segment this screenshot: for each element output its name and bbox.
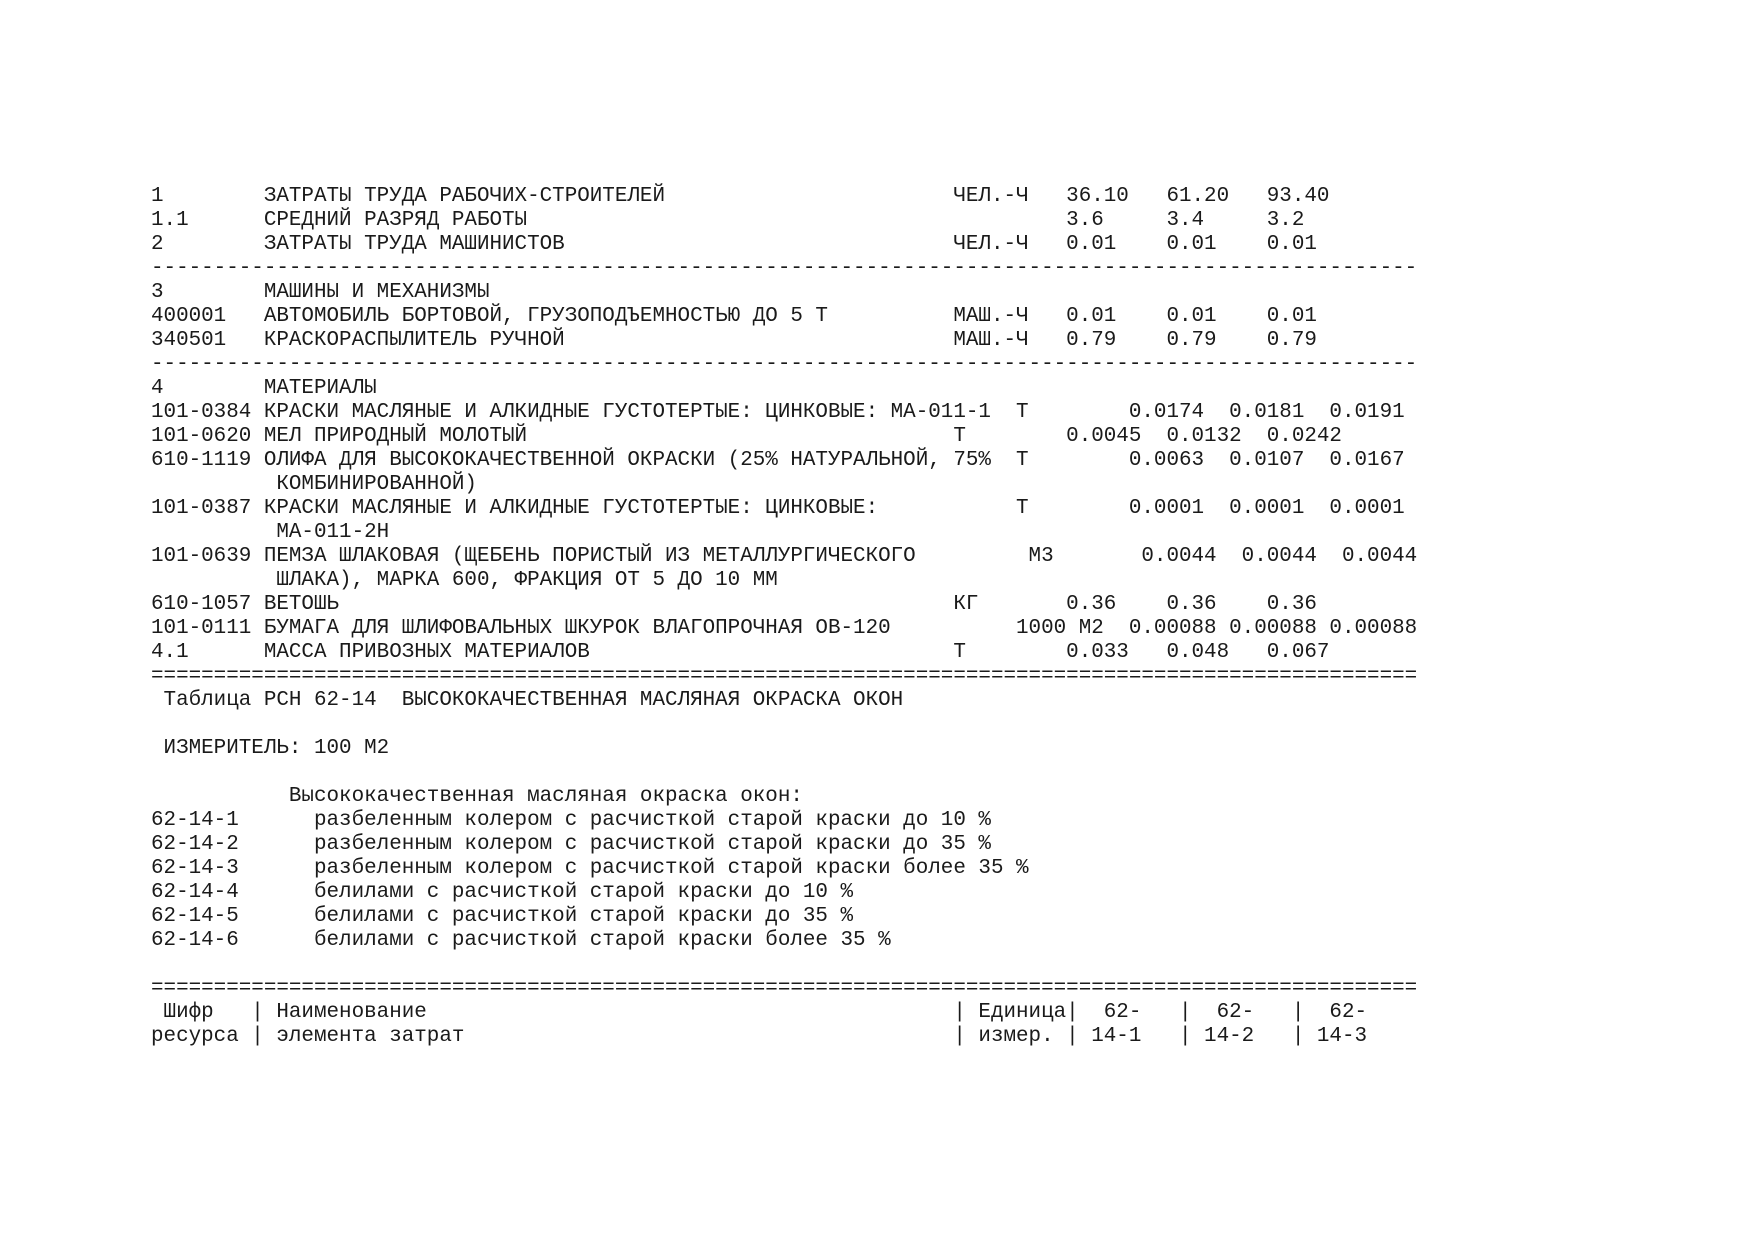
- row-material-610-1057: 610-1057 ВЕТОШЬ КГ 0.36 0.36 0.36: [151, 593, 1317, 616]
- table-title: Таблица РСН 62-14 ВЫСОКОКАЧЕСТВЕННАЯ МАСЛЯНАЯ ОКРАСКА ОКОН: [151, 689, 904, 712]
- row-material-101-0620: 101-0620 МЕЛ ПРИРОДНЫЙ МОЛОТЫЙ Т 0.0045 0.0132 0.0242: [151, 425, 1342, 448]
- row-material-101-0639-cont: ШЛАКА), МАРКА 600, ФРАКЦИЯ ОТ 5 ДО 10 ММ: [151, 569, 778, 592]
- row-material-101-0387: 101-0387 КРАСКИ МАСЛЯНЫЕ И АЛКИДНЫЕ ГУСТОТЕРТЫЕ: ЦИНКОВЫЕ: Т 0.0001 0.0001 0.0001: [151, 497, 1405, 520]
- divider-double: =====================================================================================================: [151, 665, 1418, 688]
- row-material-610-1119: 610-1119 ОЛИФА ДЛЯ ВЫСОКОКАЧЕСТВЕННОЙ ОКРАСКИ (25% НАТУРАЛЬНОЙ, 75% Т 0.0063 0.0107 0.0167: [151, 449, 1405, 472]
- work-item-62-14-1: 62-14-1 разбеленным колером с расчисткой старой краски до 10 %: [151, 809, 991, 832]
- row-material-mass: 4.1 МАССА ПРИВОЗНЫХ МАТЕРИАЛОВ Т 0.033 0.048 0.067: [151, 641, 1330, 664]
- row-machine-sprayer: 340501 КРАСКОРАСПЫЛИТЕЛЬ РУЧНОЙ МАШ.-Ч 0.79 0.79 0.79: [151, 329, 1317, 352]
- row-machine-truck: 400001 АВТОМОБИЛЬ БОРТОВОЙ, ГРУЗОПОДЪЕМНОСТЬЮ ДО 5 Т МАШ.-Ч 0.01 0.01 0.01: [151, 305, 1317, 328]
- section-materials: 4 МАТЕРИАЛЫ: [151, 377, 377, 400]
- row-material-610-1119-cont: КОМБИНИРОВАННОЙ): [151, 473, 477, 496]
- row-material-101-0111: 101-0111 БУМАГА ДЛЯ ШЛИФОВАЛЬНЫХ ШКУРОК ВЛАГОПРОЧНАЯ ОВ-120 1000 М2 0.00088 0.00088 0.00088: [151, 617, 1418, 640]
- section-machines: 3 МАШИНЫ И МЕХАНИЗМЫ: [151, 281, 490, 304]
- divider-dashed: -----------------------------------------------------------------------------------------------------: [151, 257, 1418, 280]
- work-item-62-14-4: 62-14-4 белилами с расчисткой старой краски до 10 %: [151, 881, 854, 904]
- work-item-62-14-5: 62-14-5 белилами с расчисткой старой краски до 35 %: [151, 905, 854, 928]
- work-item-62-14-6: 62-14-6 белилами с расчисткой старой краски более 35 %: [151, 929, 891, 952]
- row-labor-workers: 1 ЗАТРАТЫ ТРУДА РАБОЧИХ-СТРОИТЕЛЕЙ ЧЕЛ.-Ч 36.10 61.20 93.40: [151, 185, 1330, 208]
- row-material-101-0639: 101-0639 ПЕМЗА ШЛАКОВАЯ (ЩЕБЕНЬ ПОРИСТЫЙ ИЗ МЕТАЛЛУРГИЧЕСКОГО М3 0.0044 0.0044 0.0044: [151, 545, 1418, 568]
- work-item-62-14-3: 62-14-3 разбеленным колером с расчисткой старой краски более 35 %: [151, 857, 1029, 880]
- document-text: [151, 185, 1417, 1049]
- work-item-62-14-2: 62-14-2 разбеленным колером с расчисткой старой краски до 35 %: [151, 833, 991, 856]
- row-labor-operators: 2 ЗАТРАТЫ ТРУДА МАШИНИСТОВ ЧЕЛ.-Ч 0.01 0.01 0.01: [151, 233, 1317, 256]
- table-header-row-1: Шифр | Наименование | Единица| 62- | 62- | 62-: [151, 1001, 1368, 1024]
- blank-line: [151, 953, 1417, 977]
- row-material-101-0387-cont: МА-011-2Н: [151, 521, 390, 544]
- divider-double: =====================================================================================================: [151, 977, 1418, 1000]
- blank-line: [151, 713, 1417, 737]
- row-material-101-0384: 101-0384 КРАСКИ МАСЛЯНЫЕ И АЛКИДНЫЕ ГУСТОТЕРТЫЕ: ЦИНКОВЫЕ: МА-011-1 Т 0.0174 0.0181 0.0191: [151, 401, 1405, 424]
- row-average-grade: 1.1 СРЕДНИЙ РАЗРЯД РАБОТЫ 3.6 3.4 3.2: [151, 209, 1305, 232]
- table-header-row-2: ресурса | элемента затрат | измер. | 14-1 | 14-2 | 14-3: [151, 1025, 1368, 1048]
- divider-dashed: -----------------------------------------------------------------------------------------------------: [151, 353, 1418, 376]
- measure-unit: ИЗМЕРИТЕЛЬ: 100 М2: [151, 737, 390, 760]
- blank-line: [151, 761, 1417, 785]
- work-heading: Высококачественная масляная окраска окон:: [151, 785, 803, 808]
